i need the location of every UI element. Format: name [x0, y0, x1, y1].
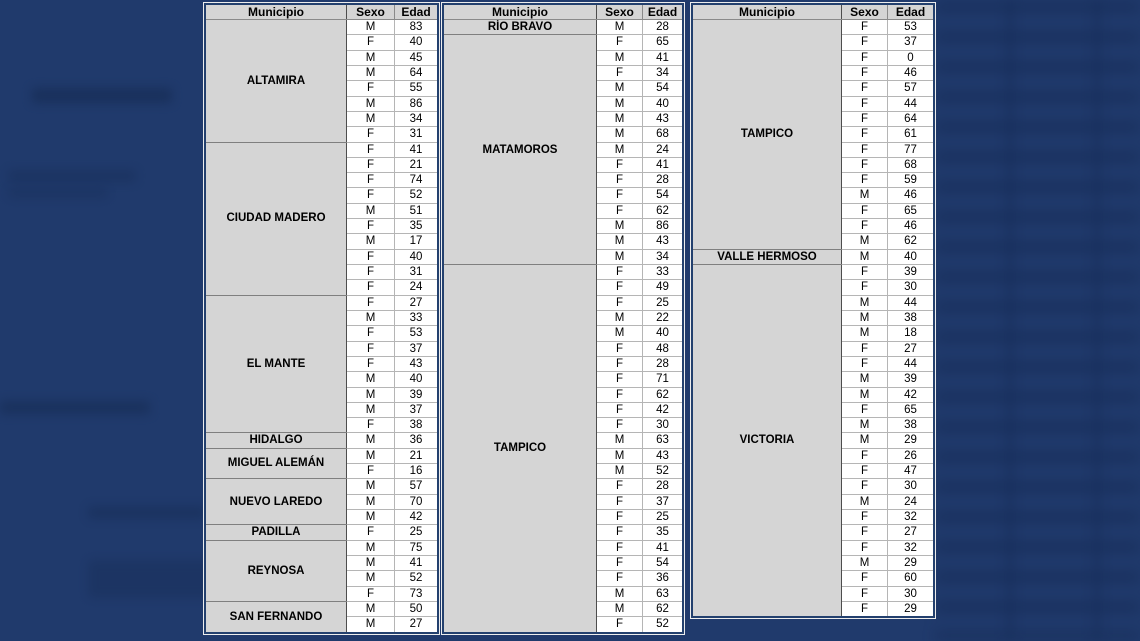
edad-cell: 30: [888, 479, 935, 494]
sexo-cell: F: [842, 96, 888, 111]
edad-cell: 65: [888, 203, 935, 218]
edad-cell: 51: [395, 203, 439, 218]
edad-cell: 24: [888, 494, 935, 509]
sexo-cell: M: [347, 601, 395, 616]
municipio-cell: EL MANTE: [205, 295, 347, 433]
edad-cell: 21: [395, 448, 439, 463]
edad-cell: 59: [888, 173, 935, 188]
edad-cell: 39: [888, 372, 935, 387]
municipio-cell: CIUDAD MADERO: [205, 142, 347, 295]
table-row: [205, 295, 438, 310]
edad-cell: 35: [395, 219, 439, 234]
edad-cell: 77: [888, 142, 935, 157]
edad-cell: 83: [395, 20, 439, 35]
municipio-cell: SAN FERNANDO: [205, 601, 347, 632]
header-row: [443, 4, 683, 20]
sexo-cell: F: [842, 280, 888, 295]
edad-cell: 52: [395, 571, 439, 586]
sexo-cell: M: [347, 50, 395, 65]
sexo-cell: M: [597, 142, 643, 157]
background-blur-artifact: [1005, 0, 1015, 641]
sexo-cell: M: [842, 555, 888, 570]
edad-cell: 40: [395, 35, 439, 50]
edad-cell: 41: [395, 555, 439, 570]
sexo-cell: M: [597, 448, 643, 463]
edad-cell: 62: [643, 601, 684, 616]
edad-cell: 46: [888, 188, 935, 203]
edad-cell: 65: [643, 35, 684, 50]
sexo-cell: F: [597, 265, 643, 280]
table-row: [205, 601, 438, 616]
edad-cell: 37: [395, 341, 439, 356]
header-row: [205, 4, 438, 20]
sexo-cell: F: [347, 127, 395, 142]
edad-cell: 26: [888, 448, 935, 463]
sexo-cell: M: [842, 310, 888, 325]
sexo-cell: M: [347, 96, 395, 111]
table-row: [443, 20, 683, 35]
background-blur-artifact: [88, 506, 206, 519]
sexo-cell: M: [347, 310, 395, 325]
edad-cell: 68: [888, 157, 935, 172]
sexo-cell: F: [842, 479, 888, 494]
sexo-cell: M: [597, 234, 643, 249]
edad-cell: 37: [888, 35, 935, 50]
sexo-cell: F: [842, 157, 888, 172]
municipio-cell: TAMPICO: [692, 20, 842, 250]
sexo-cell: F: [597, 173, 643, 188]
sexo-cell: F: [842, 20, 888, 35]
background-blur-artifact: [8, 170, 136, 182]
sexo-cell: M: [842, 249, 888, 264]
edad-cell: 16: [395, 464, 439, 479]
edad-cell: 57: [888, 81, 935, 96]
sexo-cell: F: [842, 341, 888, 356]
edad-cell: 30: [888, 586, 935, 601]
sexo-cell: M: [842, 295, 888, 310]
edad-cell: 64: [888, 111, 935, 126]
sexo-cell: F: [347, 142, 395, 157]
edad-cell: 27: [395, 617, 439, 633]
edad-cell: 40: [888, 249, 935, 264]
sexo-cell: M: [347, 510, 395, 525]
edad-cell: 27: [888, 525, 935, 540]
sexo-cell: F: [597, 35, 643, 50]
column-header-edad: Edad: [395, 4, 439, 20]
edad-cell: 62: [888, 234, 935, 249]
edad-cell: 34: [643, 65, 684, 80]
edad-cell: 70: [395, 494, 439, 509]
sexo-cell: M: [347, 617, 395, 633]
edad-cell: 65: [888, 402, 935, 417]
sexo-cell: M: [347, 20, 395, 35]
edad-cell: 41: [643, 540, 684, 555]
sexo-cell: M: [347, 372, 395, 387]
edad-cell: 43: [643, 234, 684, 249]
edad-cell: 55: [395, 81, 439, 96]
edad-cell: 18: [888, 326, 935, 341]
edad-cell: 44: [888, 96, 935, 111]
sexo-cell: M: [347, 111, 395, 126]
sexo-cell: F: [347, 418, 395, 433]
sexo-cell: F: [597, 525, 643, 540]
edad-cell: 36: [643, 571, 684, 586]
sexo-cell: F: [842, 127, 888, 142]
sexo-cell: M: [597, 310, 643, 325]
table-row: [205, 479, 438, 494]
sexo-cell: F: [597, 510, 643, 525]
sexo-cell: M: [842, 387, 888, 402]
edad-cell: 31: [395, 127, 439, 142]
column-header-sexo: Sexo: [347, 4, 395, 20]
edad-cell: 36: [395, 433, 439, 448]
municipio-cell: RÍO BRAVO: [443, 20, 597, 35]
edad-cell: 24: [643, 142, 684, 157]
edad-cell: 17: [395, 234, 439, 249]
sexo-cell: F: [597, 494, 643, 509]
sexo-cell: F: [347, 188, 395, 203]
edad-cell: 63: [643, 433, 684, 448]
sexo-cell: M: [597, 81, 643, 96]
sexo-cell: M: [347, 65, 395, 80]
table-row: [205, 142, 438, 157]
sexo-cell: F: [842, 586, 888, 601]
sexo-cell: F: [842, 50, 888, 65]
sexo-cell: F: [842, 525, 888, 540]
sexo-cell: M: [347, 448, 395, 463]
sexo-cell: F: [597, 479, 643, 494]
sexo-cell: F: [347, 173, 395, 188]
sexo-cell: M: [597, 96, 643, 111]
sexo-cell: F: [842, 173, 888, 188]
edad-cell: 75: [395, 540, 439, 555]
sexo-cell: M: [347, 571, 395, 586]
sexo-cell: M: [347, 433, 395, 448]
sexo-cell: F: [842, 265, 888, 280]
sexo-cell: M: [842, 372, 888, 387]
sexo-cell: F: [842, 111, 888, 126]
sexo-cell: F: [597, 65, 643, 80]
edad-cell: 40: [643, 326, 684, 341]
edad-cell: 50: [395, 601, 439, 616]
edad-cell: 74: [395, 173, 439, 188]
edad-cell: 29: [888, 601, 935, 617]
sexo-cell: M: [347, 234, 395, 249]
sexo-cell: M: [842, 234, 888, 249]
edad-cell: 62: [643, 203, 684, 218]
municipio-cell: PADILLA: [205, 525, 347, 540]
sexo-cell: M: [597, 111, 643, 126]
sexo-cell: M: [597, 219, 643, 234]
edad-cell: 0: [888, 50, 935, 65]
edad-cell: 27: [395, 295, 439, 310]
edad-cell: 34: [643, 249, 684, 264]
sexo-cell: F: [842, 601, 888, 617]
edad-cell: 39: [888, 265, 935, 280]
edad-cell: 25: [643, 295, 684, 310]
edad-cell: 52: [643, 464, 684, 479]
edad-cell: 43: [643, 448, 684, 463]
edad-cell: 31: [395, 265, 439, 280]
table-row: [443, 35, 683, 50]
edad-cell: 38: [888, 310, 935, 325]
municipio-cell: MATAMOROS: [443, 35, 597, 265]
edad-cell: 57: [395, 479, 439, 494]
sexo-cell: M: [597, 50, 643, 65]
edad-cell: 44: [888, 356, 935, 371]
edad-cell: 42: [888, 387, 935, 402]
table-row: [692, 265, 934, 280]
column-header-municipio: Municipio: [205, 4, 347, 20]
edad-cell: 62: [643, 387, 684, 402]
edad-cell: 32: [888, 540, 935, 555]
sexo-cell: M: [597, 586, 643, 601]
sexo-cell: F: [842, 142, 888, 157]
edad-cell: 40: [395, 372, 439, 387]
table-row: [205, 525, 438, 540]
sexo-cell: F: [842, 35, 888, 50]
sexo-cell: F: [597, 571, 643, 586]
sexo-cell: F: [842, 203, 888, 218]
sexo-cell: F: [347, 295, 395, 310]
sexo-cell: F: [347, 525, 395, 540]
background-blur-artifact: [32, 88, 172, 103]
sexo-cell: F: [597, 418, 643, 433]
edad-cell: 41: [643, 50, 684, 65]
edad-cell: 53: [888, 20, 935, 35]
edad-cell: 24: [395, 280, 439, 295]
column-header-edad: Edad: [643, 4, 684, 20]
column-header-sexo: Sexo: [597, 4, 643, 20]
sexo-cell: F: [347, 157, 395, 172]
edad-cell: 43: [643, 111, 684, 126]
table-row: [692, 249, 934, 264]
sexo-cell: M: [347, 479, 395, 494]
edad-cell: 28: [643, 20, 684, 35]
edad-cell: 27: [888, 341, 935, 356]
municipality-cases-table-middle: [442, 3, 684, 634]
edad-cell: 86: [643, 219, 684, 234]
municipio-cell: VICTORIA: [692, 265, 842, 618]
edad-cell: 43: [395, 356, 439, 371]
sexo-cell: M: [842, 188, 888, 203]
sexo-cell: F: [347, 265, 395, 280]
sexo-cell: F: [597, 295, 643, 310]
edad-cell: 68: [643, 127, 684, 142]
municipio-cell: NUEVO LAREDO: [205, 479, 347, 525]
sexo-cell: F: [347, 464, 395, 479]
edad-cell: 53: [395, 326, 439, 341]
sexo-cell: F: [347, 356, 395, 371]
sexo-cell: M: [597, 20, 643, 35]
sexo-cell: F: [842, 464, 888, 479]
municipio-cell: HIDALGO: [205, 433, 347, 448]
sexo-cell: M: [597, 433, 643, 448]
table-row: [205, 540, 438, 555]
sexo-cell: F: [347, 249, 395, 264]
edad-cell: 46: [888, 65, 935, 80]
sexo-cell: F: [597, 402, 643, 417]
sexo-cell: F: [842, 510, 888, 525]
edad-cell: 33: [395, 310, 439, 325]
table-row: [205, 433, 438, 448]
edad-cell: 28: [643, 479, 684, 494]
table-row: [205, 20, 438, 35]
edad-cell: 39: [395, 387, 439, 402]
sexo-cell: M: [842, 494, 888, 509]
municipality-cases-table-right: [691, 3, 935, 618]
edad-cell: 38: [395, 418, 439, 433]
column-header-municipio: Municipio: [443, 4, 597, 20]
sexo-cell: M: [597, 249, 643, 264]
sexo-cell: M: [347, 540, 395, 555]
background-blur-artifact: [88, 560, 216, 598]
sexo-cell: F: [597, 540, 643, 555]
edad-cell: 46: [888, 219, 935, 234]
column-header-edad: Edad: [888, 4, 935, 20]
background-blur-artifact: [8, 188, 108, 198]
municipio-cell: MIGUEL ALEMÁN: [205, 448, 347, 479]
sexo-cell: F: [842, 402, 888, 417]
sexo-cell: F: [597, 188, 643, 203]
sexo-cell: F: [347, 219, 395, 234]
edad-cell: 54: [643, 81, 684, 96]
edad-cell: 71: [643, 372, 684, 387]
sexo-cell: F: [597, 157, 643, 172]
edad-cell: 25: [395, 525, 439, 540]
sexo-cell: F: [842, 65, 888, 80]
sexo-cell: F: [842, 540, 888, 555]
sexo-cell: F: [597, 280, 643, 295]
sexo-cell: F: [597, 372, 643, 387]
edad-cell: 33: [643, 265, 684, 280]
edad-cell: 34: [395, 111, 439, 126]
sexo-cell: M: [347, 387, 395, 402]
edad-cell: 37: [643, 494, 684, 509]
edad-cell: 49: [643, 280, 684, 295]
sexo-cell: F: [842, 219, 888, 234]
header-row: [692, 4, 934, 20]
sexo-cell: F: [597, 203, 643, 218]
background-blur-artifact: [0, 401, 150, 414]
sexo-cell: F: [842, 571, 888, 586]
edad-cell: 30: [888, 280, 935, 295]
sexo-cell: F: [347, 326, 395, 341]
sexo-cell: F: [597, 341, 643, 356]
edad-cell: 42: [643, 402, 684, 417]
sexo-cell: M: [842, 326, 888, 341]
edad-cell: 32: [888, 510, 935, 525]
edad-cell: 41: [395, 142, 439, 157]
municipio-cell: REYNOSA: [205, 540, 347, 601]
edad-cell: 52: [395, 188, 439, 203]
edad-cell: 29: [888, 433, 935, 448]
sexo-cell: M: [842, 433, 888, 448]
sexo-cell: F: [597, 387, 643, 402]
edad-cell: 40: [395, 249, 439, 264]
background-blur-artifact: [1092, 0, 1102, 641]
edad-cell: 38: [888, 418, 935, 433]
sexo-cell: M: [597, 601, 643, 616]
column-header-municipio: Municipio: [692, 4, 842, 20]
sexo-cell: F: [347, 35, 395, 50]
edad-cell: 54: [643, 188, 684, 203]
edad-cell: 29: [888, 555, 935, 570]
sexo-cell: M: [347, 402, 395, 417]
municipio-cell: VALLE HERMOSO: [692, 249, 842, 264]
sexo-cell: F: [347, 81, 395, 96]
edad-cell: 35: [643, 525, 684, 540]
sexo-cell: M: [347, 494, 395, 509]
sexo-cell: M: [597, 127, 643, 142]
background-blur-artifact: [935, 0, 1140, 641]
sexo-cell: F: [597, 617, 643, 633]
edad-cell: 63: [643, 586, 684, 601]
edad-cell: 42: [395, 510, 439, 525]
sexo-cell: M: [347, 203, 395, 218]
table-row: [205, 448, 438, 463]
table-row: [443, 265, 683, 280]
edad-cell: 44: [888, 295, 935, 310]
column-header-sexo: Sexo: [842, 4, 888, 20]
edad-cell: 60: [888, 571, 935, 586]
edad-cell: 73: [395, 586, 439, 601]
edad-cell: 52: [643, 617, 684, 633]
edad-cell: 41: [643, 157, 684, 172]
municipality-cases-table-left: [204, 3, 439, 634]
edad-cell: 86: [395, 96, 439, 111]
sexo-cell: M: [347, 555, 395, 570]
edad-cell: 37: [395, 402, 439, 417]
sexo-cell: M: [597, 326, 643, 341]
sexo-cell: F: [597, 555, 643, 570]
edad-cell: 64: [395, 65, 439, 80]
sexo-cell: F: [597, 356, 643, 371]
edad-cell: 25: [643, 510, 684, 525]
edad-cell: 54: [643, 555, 684, 570]
sexo-cell: F: [347, 341, 395, 356]
table-row: [692, 20, 934, 35]
sexo-cell: F: [842, 356, 888, 371]
sexo-cell: M: [597, 464, 643, 479]
sexo-cell: F: [347, 586, 395, 601]
edad-cell: 22: [643, 310, 684, 325]
edad-cell: 61: [888, 127, 935, 142]
sexo-cell: M: [842, 418, 888, 433]
sexo-cell: F: [347, 280, 395, 295]
edad-cell: 47: [888, 464, 935, 479]
edad-cell: 45: [395, 50, 439, 65]
sexo-cell: F: [842, 448, 888, 463]
edad-cell: 28: [643, 356, 684, 371]
sexo-cell: F: [842, 81, 888, 96]
municipio-cell: TAMPICO: [443, 265, 597, 633]
edad-cell: 28: [643, 173, 684, 188]
municipio-cell: ALTAMIRA: [205, 20, 347, 143]
edad-cell: 21: [395, 157, 439, 172]
edad-cell: 30: [643, 418, 684, 433]
edad-cell: 40: [643, 96, 684, 111]
edad-cell: 48: [643, 341, 684, 356]
